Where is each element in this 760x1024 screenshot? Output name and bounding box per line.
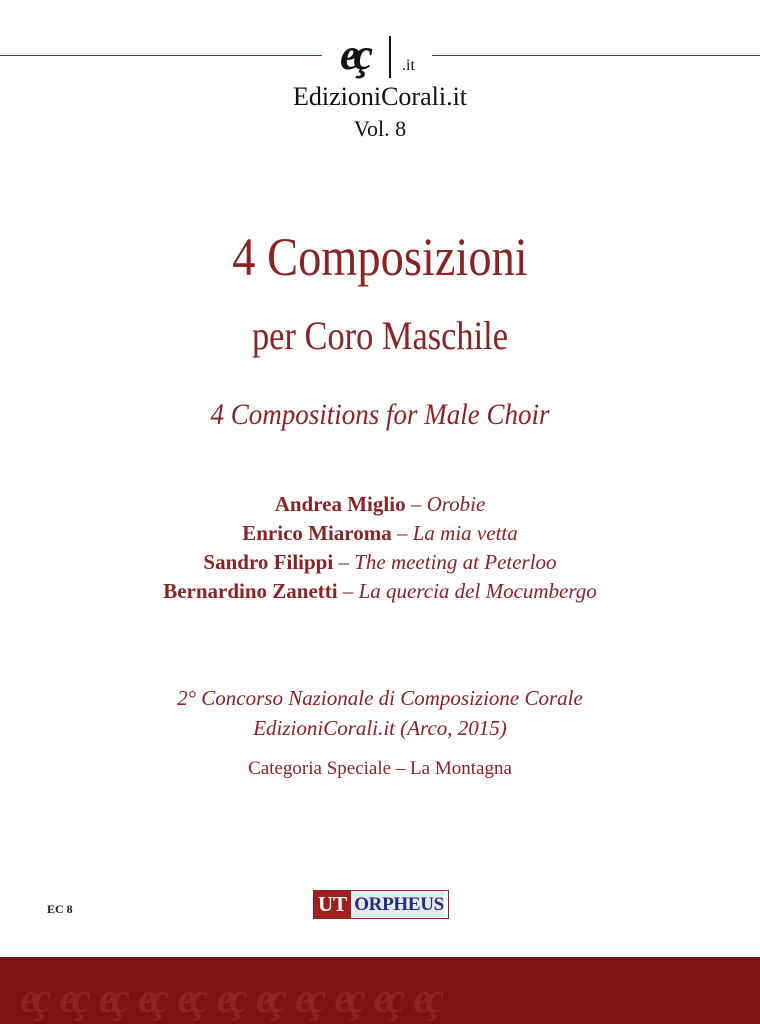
footer-pattern-mark: eç <box>59 976 85 1022</box>
composer-name: Bernardino Zanetti <box>163 579 338 603</box>
footer-pattern-mark: eç <box>295 976 321 1022</box>
composer-name: Andrea Miglio <box>274 492 406 516</box>
logo-bar <box>389 36 391 78</box>
publisher-logo-orpheus: ORPHEUS <box>351 891 444 918</box>
edizioni-corali-logo <box>330 30 430 80</box>
work-title: La mia vetta <box>412 521 518 545</box>
publisher-series: EdizioniCorali.it <box>292 82 468 111</box>
piece-item <box>0 490 760 519</box>
ut-orpheus-logo <box>313 890 449 919</box>
piece-separator: – <box>337 579 359 603</box>
contest-line-2: EdizioniCorali.it (Arco, 2015) <box>253 716 507 740</box>
logo-mark: eç <box>340 30 368 79</box>
footer-band <box>0 957 760 1024</box>
header-rule-right <box>432 55 760 56</box>
piece-separator: – <box>405 492 427 516</box>
header-rule-left <box>0 55 322 56</box>
category-label: Categoria Speciale – La Montagna <box>248 758 512 779</box>
work-title: Orobie <box>426 492 486 516</box>
main-title: 4 Composizioni <box>232 227 528 287</box>
catalog-code: EC 8 <box>47 902 73 916</box>
composer-name: Enrico Miaroma <box>242 521 392 545</box>
work-title: La quercia del Mocumbergo <box>358 579 597 603</box>
footer-pattern-mark: eç <box>98 976 124 1022</box>
piece-separator: – <box>391 521 413 545</box>
footer-pattern-mark: eç <box>177 976 203 1022</box>
contest-info <box>0 683 760 743</box>
publisher-logo-ut: UT <box>314 891 351 918</box>
piece-separator: – <box>333 550 355 574</box>
subtitle: per Coro Maschile <box>251 313 509 358</box>
footer-pattern-mark: eç <box>137 976 164 1022</box>
footer-logo-pattern <box>20 975 438 1023</box>
piece-item <box>0 519 760 548</box>
piece-item <box>0 577 760 606</box>
footer-pattern-mark: eç <box>216 976 242 1022</box>
footer-pattern-mark: eç <box>334 976 360 1022</box>
contest-line-1: 2° Concorso Nazionale di Composizione Corale <box>177 686 583 710</box>
composer-name: Sandro Filippi <box>203 550 334 574</box>
volume-number: Vol. 8 <box>353 116 407 141</box>
english-title: 4 Compositions for Male Choir <box>210 398 550 431</box>
footer-pattern-mark: eç <box>412 976 439 1022</box>
logo-tld: .it <box>402 57 415 74</box>
work-title: The meeting at Peterloo <box>354 550 557 574</box>
footer-pattern-mark: eç <box>20 976 46 1022</box>
piece-item <box>0 548 760 577</box>
footer-pattern-mark: eç <box>255 976 282 1022</box>
footer-pattern-mark: eç <box>373 976 399 1022</box>
piece-list <box>0 490 760 606</box>
